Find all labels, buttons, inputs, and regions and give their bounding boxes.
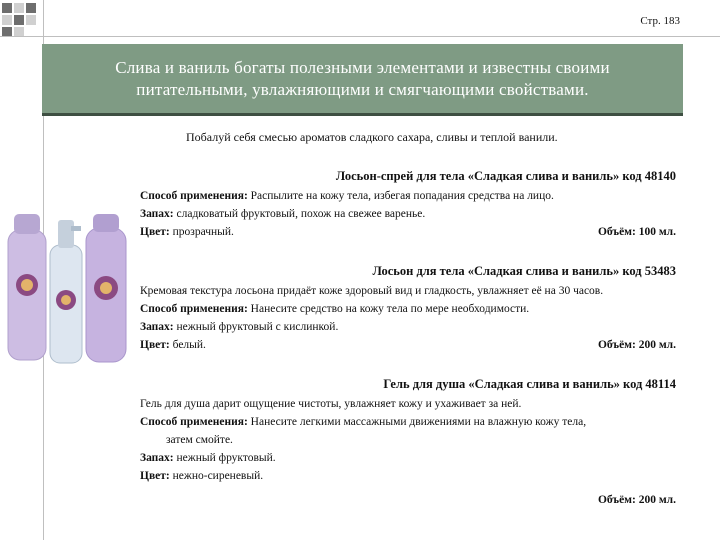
plum-cut — [21, 279, 33, 291]
banner-line: Слива и ваниль богаты полезными элементами и известны своими — [115, 57, 610, 77]
color-volume-row — [140, 336, 676, 354]
usage-line — [140, 187, 676, 205]
scent-line — [140, 205, 676, 223]
description: Кремовая текстура лосьона придаёт коже здоровый вид и гладкость, увлажняет её на 30 часов. — [140, 285, 604, 297]
corner-square — [26, 3, 36, 13]
headline-banner — [42, 44, 683, 116]
banner-line: питательными, увлажняющими и смягчающими свойствами. — [136, 79, 589, 99]
corner-square — [14, 3, 24, 13]
corner-square — [2, 3, 12, 13]
product-shower-gel — [140, 375, 676, 509]
product-title: Лосьон-спрей для тела «Сладкая слива и ваниль» код 48140 — [335, 169, 676, 183]
corner-square — [2, 15, 12, 25]
color-line — [140, 336, 206, 354]
plum-cut — [100, 282, 112, 294]
scent-line — [140, 449, 676, 467]
scent-label: Запах: — [140, 321, 174, 333]
usage-text: Нанесите легкими массажными движениями на влажную кожу тела, — [247, 416, 587, 428]
usage-line — [140, 413, 676, 431]
intro-text: Побалуй себя смесью ароматов сладкого сахара, сливы и теплой ванили. — [186, 130, 558, 144]
scent-label: Запах: — [140, 452, 174, 464]
corner-square — [14, 15, 24, 25]
usage-text: Нанесите средство на кожу тела по мере необходимости. — [247, 303, 530, 315]
scent-text: сладковатый фруктовый, похож на свежее варенье. — [173, 208, 426, 220]
divider-horizontal — [0, 36, 720, 37]
product-title: Гель для душа «Сладкая слива и ваниль» код 48114 — [383, 377, 676, 391]
color-line — [140, 467, 676, 485]
scent-line — [140, 318, 676, 336]
product-lotion-spray — [140, 167, 676, 241]
bottle-cap — [93, 214, 119, 232]
description: Гель для душа дарит ощущение чистоты, увлажняет кожу и ухаживает за ней. — [140, 398, 522, 410]
color-text: белый. — [169, 339, 206, 351]
color-label: Цвет: — [140, 470, 170, 482]
plum-cut — [61, 295, 71, 305]
corner-square — [26, 15, 36, 25]
page-number: Стр. 183 — [640, 15, 680, 27]
usage-continued: затем смойте. — [166, 434, 233, 446]
volume: Объём: 200 мл. — [597, 494, 676, 506]
usage-text: Распылите на кожу тела, избегая попадания средства на лицо. — [247, 190, 554, 202]
color-label: Цвет: — [140, 339, 170, 351]
color-line — [140, 223, 234, 241]
scent-label: Запах: — [140, 208, 174, 220]
scent-text: нежный фруктовый с кислинкой. — [173, 321, 339, 333]
color-text: нежно-сиреневый. — [169, 470, 264, 482]
usage-label: Способ применения: — [140, 303, 248, 315]
spray-nozzle — [71, 226, 81, 231]
product-body-lotion — [140, 262, 676, 354]
color-volume-row — [140, 223, 676, 241]
spray-head — [58, 220, 74, 248]
usage-line — [140, 300, 676, 318]
volume-row — [140, 491, 676, 509]
product-bottles-image — [0, 200, 135, 370]
scent-text: нежный фруктовый. — [173, 452, 276, 464]
color-label: Цвет: — [140, 226, 170, 238]
color-text: прозрачный. — [169, 226, 234, 238]
product-title: Лосьон для тела «Сладкая слива и ваниль» код 53483 — [372, 264, 676, 278]
volume: Объём: 200 мл. — [597, 339, 676, 351]
bottle-cap — [14, 214, 40, 234]
usage-label: Способ применения: — [140, 190, 248, 202]
volume: Объём: 100 мл. — [597, 226, 676, 238]
usage-label: Способ применения: — [140, 416, 248, 428]
